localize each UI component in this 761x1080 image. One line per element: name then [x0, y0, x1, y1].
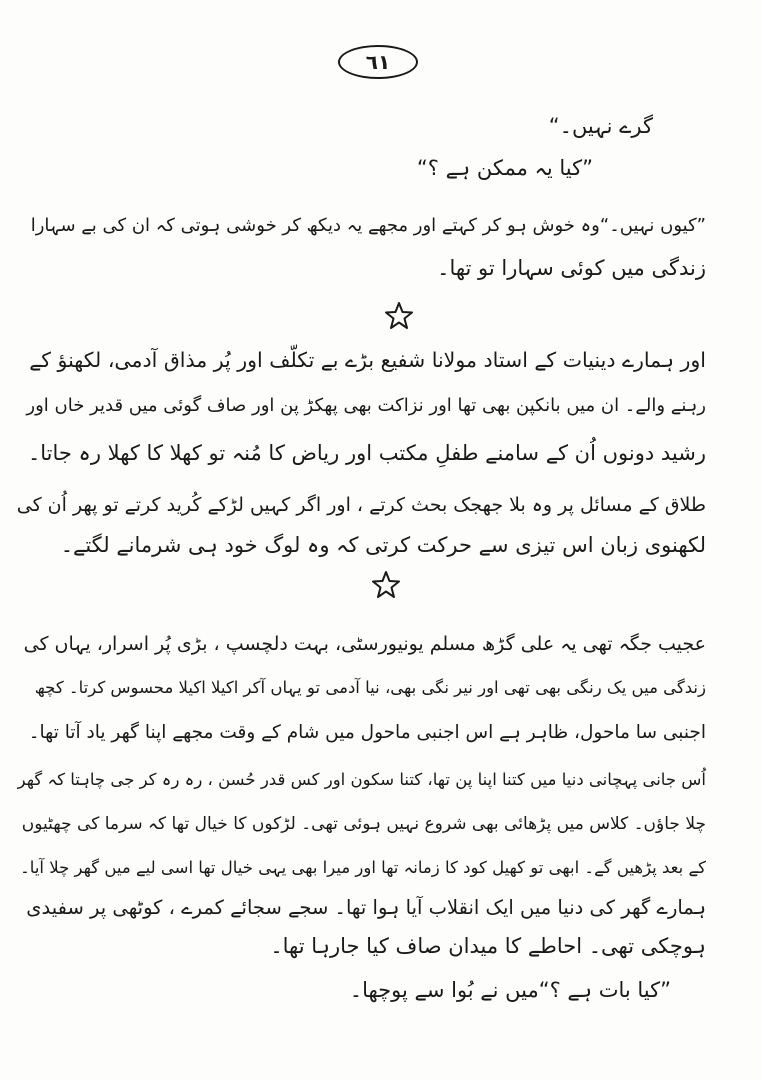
text-line: اجنبی سا ماحول، ظاہر ہے اس اجنبی ماحول میں شام کے وقت مجھے اپنا گھر یاد آتا تھا۔ [28, 722, 706, 743]
text-line: زندگی میں کوئی سہارا تو تھا۔ [437, 256, 706, 280]
text-line: زندگی میں یک رنگی بھی تھی اور نیر نگی بھی، نیا آدمی تو یہاں آکر اکیلا اکیلا محسوس کرتا۔ کچھ [34, 678, 706, 697]
text-line: گرے نہیں۔“ [548, 114, 653, 138]
text-line: لکھنوی زبان اس تیزی سے حرکت کرتی کہ وہ لوگ خود ہی شرمانے لگتے۔ [60, 533, 706, 557]
text-line: رشید دونوں اُن کے سامنے طفلِ مکتب اور ریاض کا مُنہ تو کھلا کا کھلا رہ جاتا۔ [27, 441, 706, 465]
text-line: اور ہمارے دینیات کے استاد مولانا شفیع بڑے بے تکلّف اور پُر مذاق آدمی، لکھنؤ کے [29, 348, 706, 372]
text-line: ”کیا بات ہے ؟“میں نے بُوا سے پوچھا۔ [349, 978, 671, 1002]
text-line: کے بعد پڑھیں گے۔ ابھی تو کھیل کود کا زمانہ تھا اور میرا بھی یہی خیال تھا اسی لیے میں گھر چلا آیا۔ [20, 858, 706, 877]
section-divider-star-icon [371, 570, 401, 600]
text-line: ”کیا یہ ممکن ہے ؟“ [416, 156, 593, 180]
text-line: عجیب جگہ تھی یہ علی گڑھ مسلم یونیورسٹی، بہت دلچسپ ، بڑی پُر اسرار، یہاں کی [23, 633, 706, 655]
section-divider-star-icon [384, 301, 414, 331]
text-line: رہنے والے۔ ان میں بانکپن بھی تھا اور نزاکت بھی پھکڑ پن اور صاف گوئی میں قدیر خاں اور [26, 395, 706, 416]
text-line: ہوچکی تھی۔ احاطے کا میدان صاف کیا جارہا تھا۔ [270, 934, 706, 958]
text-line: طلاق کے مسائل پر وہ بلا جھجک بحث کرتے ، اور اگر کہیں لڑکے کُرید کرتے تو پھر اُن کی [16, 494, 706, 516]
text-line: ہمارے گھر کی دنیا میں ایک انقلاب آیا ہوا تھا۔ سجے سجائے کمرے ، کوٹھی پر سفیدی [26, 896, 706, 919]
page-number: ٦١ [338, 45, 418, 79]
text-line: اُس جانی پہچانی دنیا میں کتنا اپنا پن تھا، کتنا سکون اور کس قدر حُسن ، رہ رہ کر جی چاہتا کہ گھر [17, 770, 706, 789]
text-line: چلا جاؤں۔ کلاس میں پڑھائی بھی شروع نہیں ہوئی تھی۔ لڑکوں کا خیال تھا کہ سرما کی چھٹیوں [21, 814, 706, 834]
text-line: ”کیوں نہیں۔“وہ خوش ہو کر کہتے اور مجھے یہ دیکھ کر خوشی ہوتی کہ ان کی بے سہارا [30, 215, 706, 236]
